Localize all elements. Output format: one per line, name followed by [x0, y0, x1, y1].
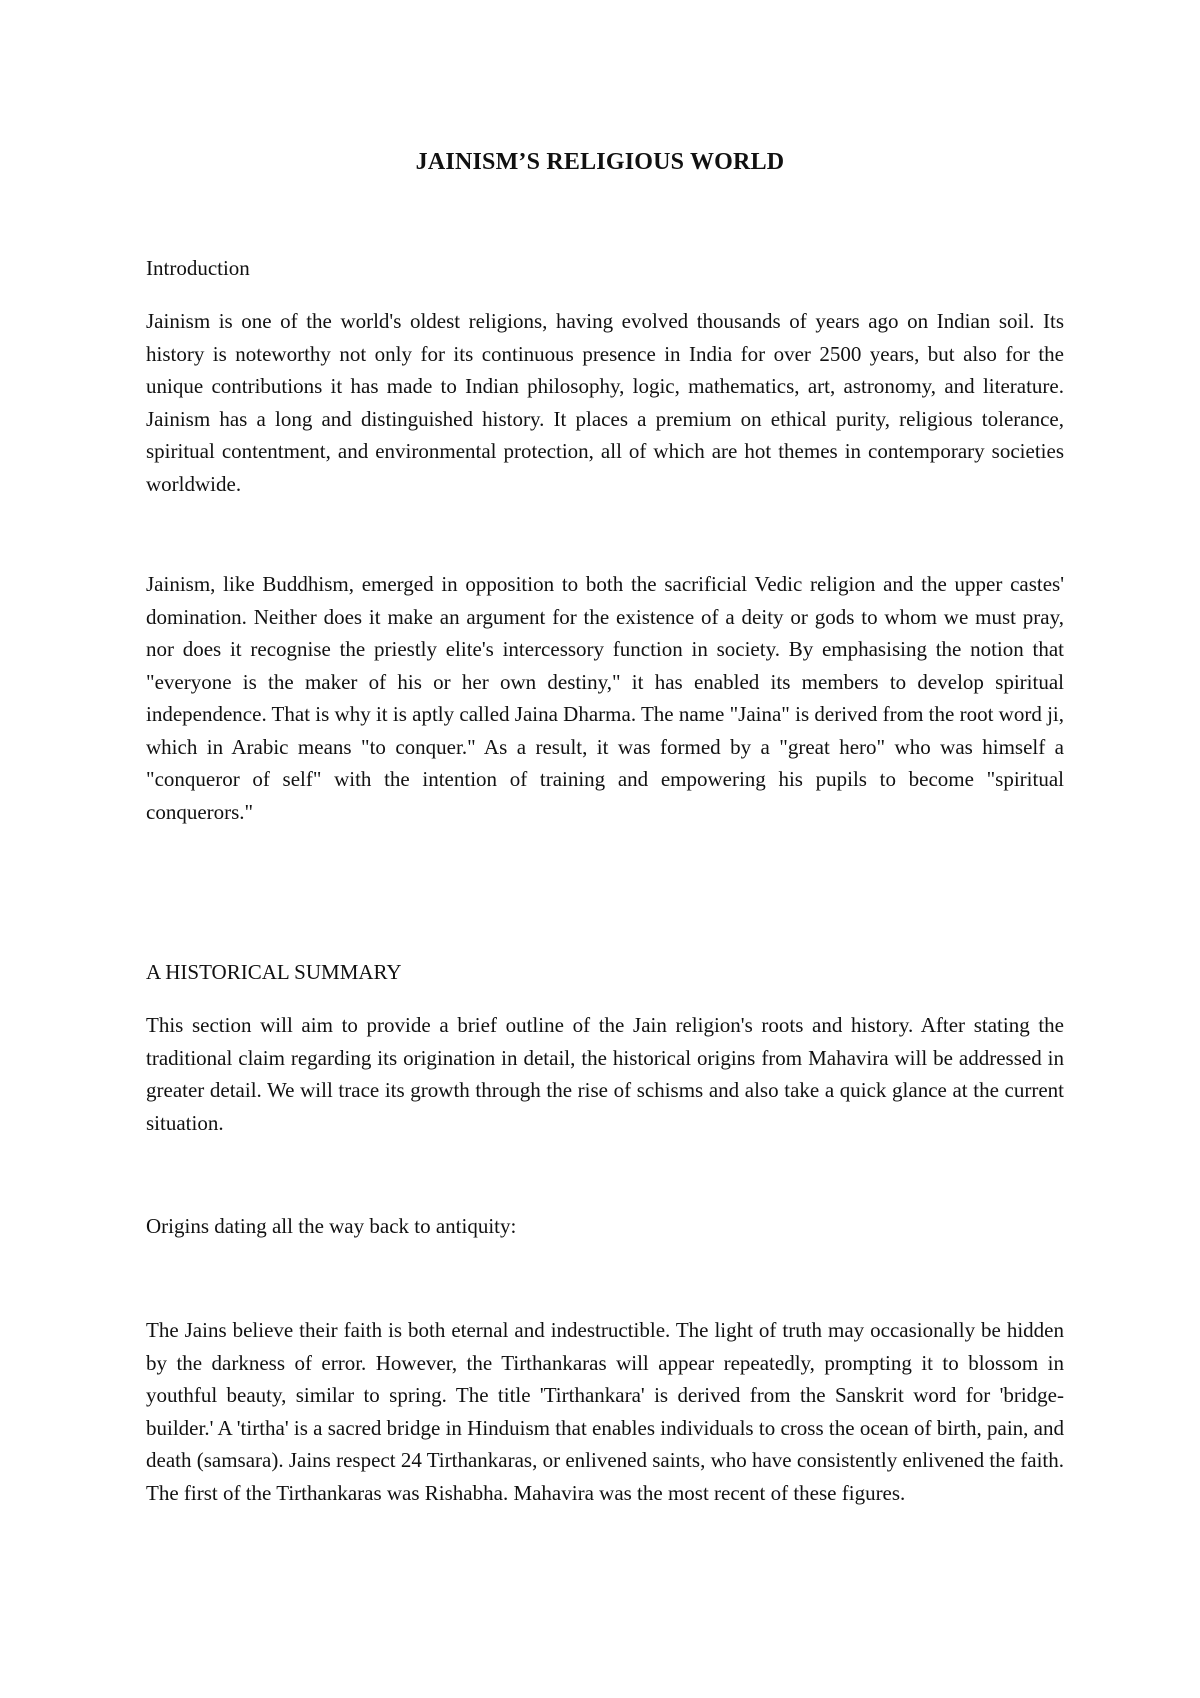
intro-paragraph: Jainism is one of the world's oldest religions, having evolved thousands of years ago on Indian soil. Its history is noteworthy not only for its continuous presence in India for over 2500 years, but also for the unique contributions it has made to Indian philosophy, logic, mathematics, art, astronomy, and literature. Jainism has a long and distinguished history. It places a premium on ethical purity, religious tolerance, spiritual contentment, and environmental protection, all of which are hot themes in contemporary societies worldwide.: [146, 309, 1064, 496]
page-title: JAINISM’S RELIGIOUS WORLD: [415, 149, 785, 175]
origins-paragraph: The Jains believe their faith is both eternal and indestructible. The light of truth may occasionally be hidden by the darkness of error. However, the Tirthankaras will appear repeatedly, prompting it to blossom in youthful beauty, similar to spring. The title 'Tirthankara' is derived from the Sanskrit word for 'bridge-builder.' A 'tirtha' is a sacred bridge in Hinduism that enables individuals to cross the ocean of birth, pain, and death (samsara). Jains respect 24 Tirthankaras, or enlivened saints, who have consistently enlivened the faith. The first of the Tirthankaras was Rishabha. Mahavira was the most recent of these figures.: [146, 1318, 1064, 1505]
history-heading: A HISTORICAL SUMMARY: [146, 960, 402, 984]
history-paragraph: This section will aim to provide a brief outline of the Jain religion's roots and history. After stating the traditional claim regarding its origination in detail, the historical origins from Mahavira will be addressed in greater detail. We will trace its growth through the rise of schisms and also take a quick glance at the current situation.: [146, 1013, 1064, 1135]
body-paragraph-2: Jainism, like Buddhism, emerged in opposition to both the sacrificial Vedic religion and the upper castes' domination. Neither does it make an argument for the existence of a deity or gods to whom we must pray, nor does it recognise the priestly elite's intercessory function in society. By emphasising the notion that "everyone is the maker of his or her own destiny," it has enabled its members to develop spiritual independence. That is why it is aptly called Jaina Dharma. The name "Jaina" is derived from the root word ji, which in Arabic means "to conquer." As a result, it was formed by a "great hero" who was himself a "conqueror of self" with the intention of training and empowering his pupils to become "spiritual conquerors.": [146, 572, 1064, 824]
intro-heading: Introduction: [146, 256, 250, 280]
origins-heading: Origins dating all the way back to antiquity:: [146, 1214, 517, 1238]
